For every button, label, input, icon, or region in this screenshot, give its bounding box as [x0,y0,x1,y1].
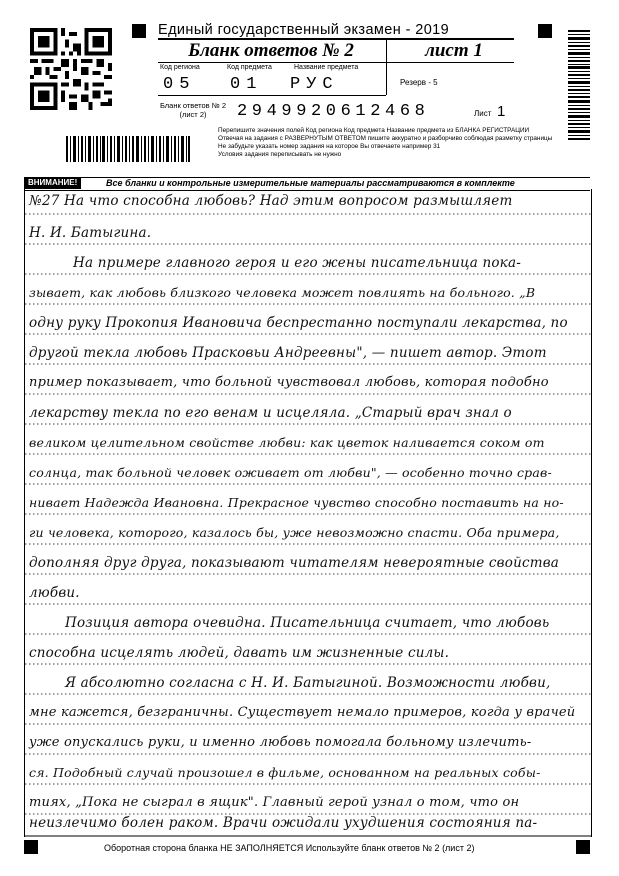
answer-line: мне кажется, безграничны. Существует немало примеров, когда у врачей [29,705,576,720]
sheet-label: Лист [474,109,492,118]
qr-code-icon [30,28,112,110]
answer-line: нивает Надежда Ивановна. Прекрасное чувство способно поставить на но- [29,495,564,510]
warning-tag: ВНИМАНИЕ! [24,177,81,189]
blank-title: Бланк ответов № 2 [188,40,354,61]
answer-line: способна исцелять людей, давать им жизненные силы. [29,645,450,661]
answer-line: солнца, так больной человек оживает от любви", — особенно точно срав- [29,465,552,480]
answer-line: другой текла любовь Прасковьи Андреевны", — пишет автор. Этот [29,345,547,361]
answer-line: Н. И. Батыгина. [29,225,152,241]
divider [386,40,387,62]
barcode-icon [568,30,590,140]
answer-line: №27 На что способна любовь? Над этим вопросом размышляет [29,193,513,209]
subject-name-field: РУС [290,75,339,94]
answer-line: На примере главного героя и его жены писательница пока- [73,255,521,271]
region-code-label: Код региона [160,64,200,71]
answer-line: дополняя друг друга, показывают читателям невероятные свойства [29,555,560,571]
divider [386,63,387,95]
region-code-field: 05 [163,75,196,94]
reserve-field: Резерв - 5 [400,78,438,87]
answer-line: любви. [29,585,80,601]
answer-line: неизлечимо болен раком. Врачи ожидали ухудшения состояния па- [29,815,538,831]
answer-line: ся. Подобный случай произошел в фильме, основанном на реальных собы- [29,765,541,780]
subject-code-label: Код предмета [227,64,272,71]
answer-line: лекарству текла по его венам и исцеляла. „Старый врач знал о [29,405,512,421]
instruction-line: Отвечая на задания с РАЗВЕРНУТЫМ ОТВЕТОМ пишите аккуратно и разборчиво соблюдая разметку страницы [218,135,553,142]
answer-line: уже опускались руки, и именно любовь помогала больному излечить- [29,735,532,750]
answer-line: Я абсолютно согласна с Н. И. Батыгиной. Возможности любви, [65,675,551,691]
exam-title: Единый государственный экзамен - 2019 [158,22,450,38]
answer-line: Позиция автора очевидна. Писательница считает, что любовь [65,615,550,631]
answers-sheet-label: Бланк ответов № 2 (лист 2) [159,101,227,119]
divider [158,95,386,96]
footer-note: Оборотная сторона бланка НЕ ЗАПОЛНЯЕТСЯ Используйте бланк ответов № 2 (лист 2) [104,843,475,853]
answer-line: тиях, „Пока не сыграл в ящик". Главный герой узнал о том, что он [29,795,520,810]
answer-line: ги человека, которого, казалось бы, уже невозможно спасти. Оба примера, [29,525,560,540]
answer-line: одну руку Прокопия Ивановича беспрестанно поступали лекарства, по [29,315,568,331]
answer-line: пример показывает, что больной чувствовал любовь, которая подобно [29,375,549,390]
warning-text: Все бланки и контрольные измерительные материалы рассматриваются в комплекте [106,178,515,188]
answer-area [24,189,592,837]
sheet-title: лист 1 [425,40,483,61]
alignment-marker [24,840,38,854]
instructions [218,127,558,159]
alignment-marker [538,24,552,38]
instruction-line: Перепишите значения полей Код региона Код предмета Название предмета из БЛАНКА РЕГИСТРАЦИИ [218,127,530,134]
alignment-marker [132,24,146,38]
subject-code-field: 01 [230,75,263,94]
answer-line: великом целительном свойстве любви: как цветок наливается соком от [29,435,545,450]
instruction-line: Не забудьте указать номер задания на которое Вы отвечаете например 31 [218,143,441,150]
blank-number: 2949920612468 [237,102,430,121]
alignment-marker [576,840,590,854]
divider [158,62,514,63]
barcode-icon [66,136,190,162]
instruction-line: Условия задания переписывать не нужно [218,151,342,158]
subject-name-label: Название предмета [294,64,359,71]
sheet-number: 1 [497,103,506,120]
answer-line: зывает, как любовь близкого человека может повлиять на больного. „В [29,285,536,300]
